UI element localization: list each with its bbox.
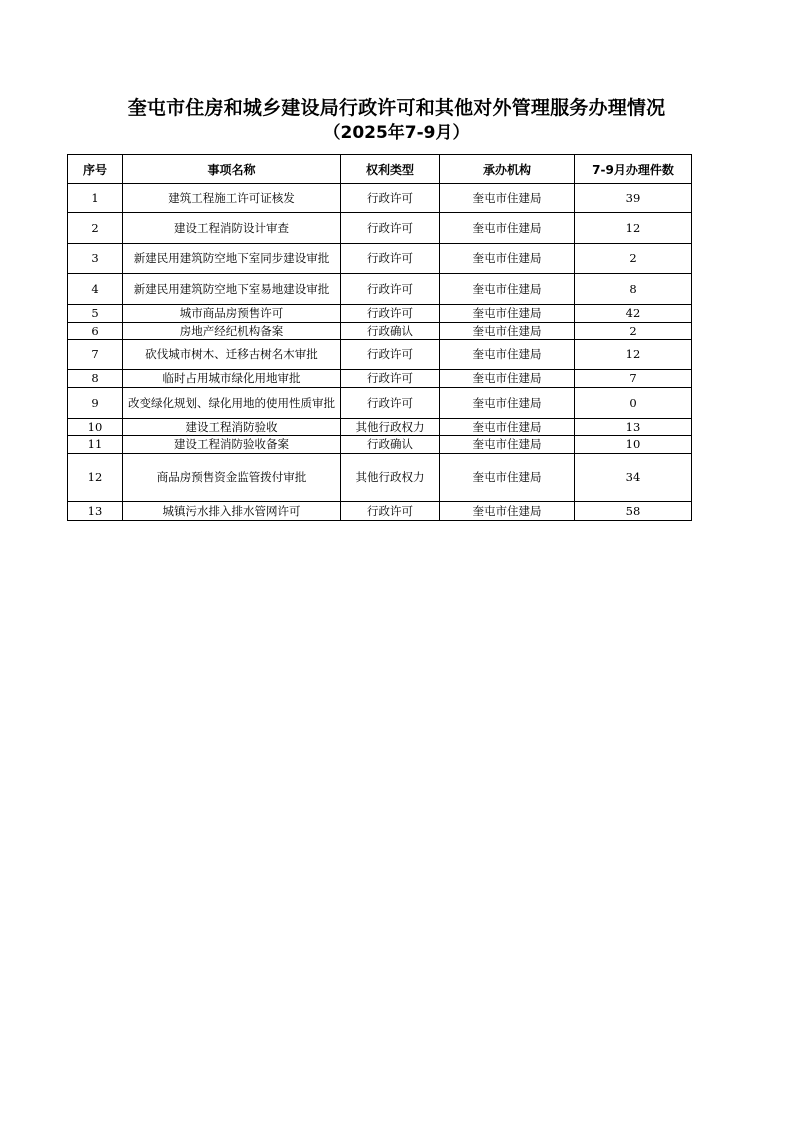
table-row [68, 436, 692, 454]
cell-item-name: 房地产经纪机构备案 [123, 323, 341, 340]
cell-count: 13 [575, 419, 692, 436]
header-item-name: 事项名称 [123, 155, 341, 184]
cell-serial: 5 [68, 305, 123, 323]
cell-item-name: 建设工程消防验收 [123, 419, 341, 436]
services-table [67, 154, 692, 521]
page-subtitle: （2025年7-9月） [323, 123, 470, 143]
cell-count: 2 [575, 323, 692, 340]
header-count: 7-9月办理件数 [575, 155, 692, 184]
cell-power-type: 行政许可 [341, 388, 440, 419]
cell-item-name: 建设工程消防设计审查 [123, 213, 341, 244]
table-row [68, 454, 692, 502]
cell-count: 8 [575, 274, 692, 305]
header-organization: 承办机构 [440, 155, 575, 184]
header-power-type: 权利类型 [341, 155, 440, 184]
table-row [68, 274, 692, 305]
cell-count: 0 [575, 388, 692, 419]
cell-serial: 6 [68, 323, 123, 340]
cell-serial: 7 [68, 340, 123, 370]
cell-serial: 13 [68, 502, 123, 521]
table-row [68, 370, 692, 388]
table-header-row [68, 155, 692, 184]
cell-count: 42 [575, 305, 692, 323]
cell-organization: 奎屯市住建局 [440, 213, 575, 244]
cell-item-name: 临时占用城市绿化用地审批 [123, 370, 341, 388]
cell-serial: 2 [68, 213, 123, 244]
cell-serial: 8 [68, 370, 123, 388]
cell-serial: 12 [68, 454, 123, 502]
table-row [68, 184, 692, 213]
cell-organization: 奎屯市住建局 [440, 274, 575, 305]
header-serial: 序号 [68, 155, 123, 184]
cell-count: 2 [575, 244, 692, 274]
cell-count: 12 [575, 213, 692, 244]
cell-organization: 奎屯市住建局 [440, 502, 575, 521]
cell-item-name: 建筑工程施工许可证核发 [123, 184, 341, 213]
cell-organization: 奎屯市住建局 [440, 419, 575, 436]
cell-count: 34 [575, 454, 692, 502]
cell-item-name: 改变绿化规划、绿化用地的使用性质审批 [123, 388, 341, 419]
cell-item-name: 新建民用建筑防空地下室同步建设审批 [123, 244, 341, 274]
cell-power-type: 其他行政权力 [341, 454, 440, 502]
page-title: 奎屯市住房和城乡建设局行政许可和其他对外管理服务办理情况 [127, 97, 666, 119]
cell-serial: 3 [68, 244, 123, 274]
cell-serial: 9 [68, 388, 123, 419]
cell-item-name: 新建民用建筑防空地下室易地建设审批 [123, 274, 341, 305]
cell-organization: 奎屯市住建局 [440, 184, 575, 213]
cell-organization: 奎屯市住建局 [440, 370, 575, 388]
cell-organization: 奎屯市住建局 [440, 323, 575, 340]
cell-organization: 奎屯市住建局 [440, 454, 575, 502]
cell-count: 58 [575, 502, 692, 521]
cell-serial: 1 [68, 184, 123, 213]
cell-organization: 奎屯市住建局 [440, 340, 575, 370]
cell-power-type: 行政许可 [341, 184, 440, 213]
table-row [68, 502, 692, 521]
cell-serial: 10 [68, 419, 123, 436]
cell-item-name: 城镇污水排入排水管网许可 [123, 502, 341, 521]
table-row [68, 419, 692, 436]
cell-power-type: 行政许可 [341, 502, 440, 521]
cell-count: 10 [575, 436, 692, 454]
cell-organization: 奎屯市住建局 [440, 305, 575, 323]
table-row [68, 323, 692, 340]
cell-power-type: 行政许可 [341, 213, 440, 244]
table-row [68, 388, 692, 419]
cell-item-name: 建设工程消防验收备案 [123, 436, 341, 454]
cell-power-type: 行政确认 [341, 436, 440, 454]
cell-power-type: 行政许可 [341, 340, 440, 370]
table-row [68, 244, 692, 274]
cell-power-type: 行政许可 [341, 370, 440, 388]
table-row [68, 340, 692, 370]
cell-organization: 奎屯市住建局 [440, 244, 575, 274]
cell-power-type: 其他行政权力 [341, 419, 440, 436]
cell-serial: 11 [68, 436, 123, 454]
cell-organization: 奎屯市住建局 [440, 388, 575, 419]
cell-power-type: 行政许可 [341, 305, 440, 323]
cell-item-name: 城市商品房预售许可 [123, 305, 341, 323]
table-row [68, 213, 692, 244]
cell-item-name: 商品房预售资金监管拨付审批 [123, 454, 341, 502]
cell-serial: 4 [68, 274, 123, 305]
cell-power-type: 行政许可 [341, 244, 440, 274]
cell-item-name: 砍伐城市树木、迁移古树名木审批 [123, 340, 341, 370]
table-row [68, 305, 692, 323]
cell-power-type: 行政确认 [341, 323, 440, 340]
cell-organization: 奎屯市住建局 [440, 436, 575, 454]
cell-power-type: 行政许可 [341, 274, 440, 305]
cell-count: 7 [575, 370, 692, 388]
cell-count: 12 [575, 340, 692, 370]
cell-count: 39 [575, 184, 692, 213]
